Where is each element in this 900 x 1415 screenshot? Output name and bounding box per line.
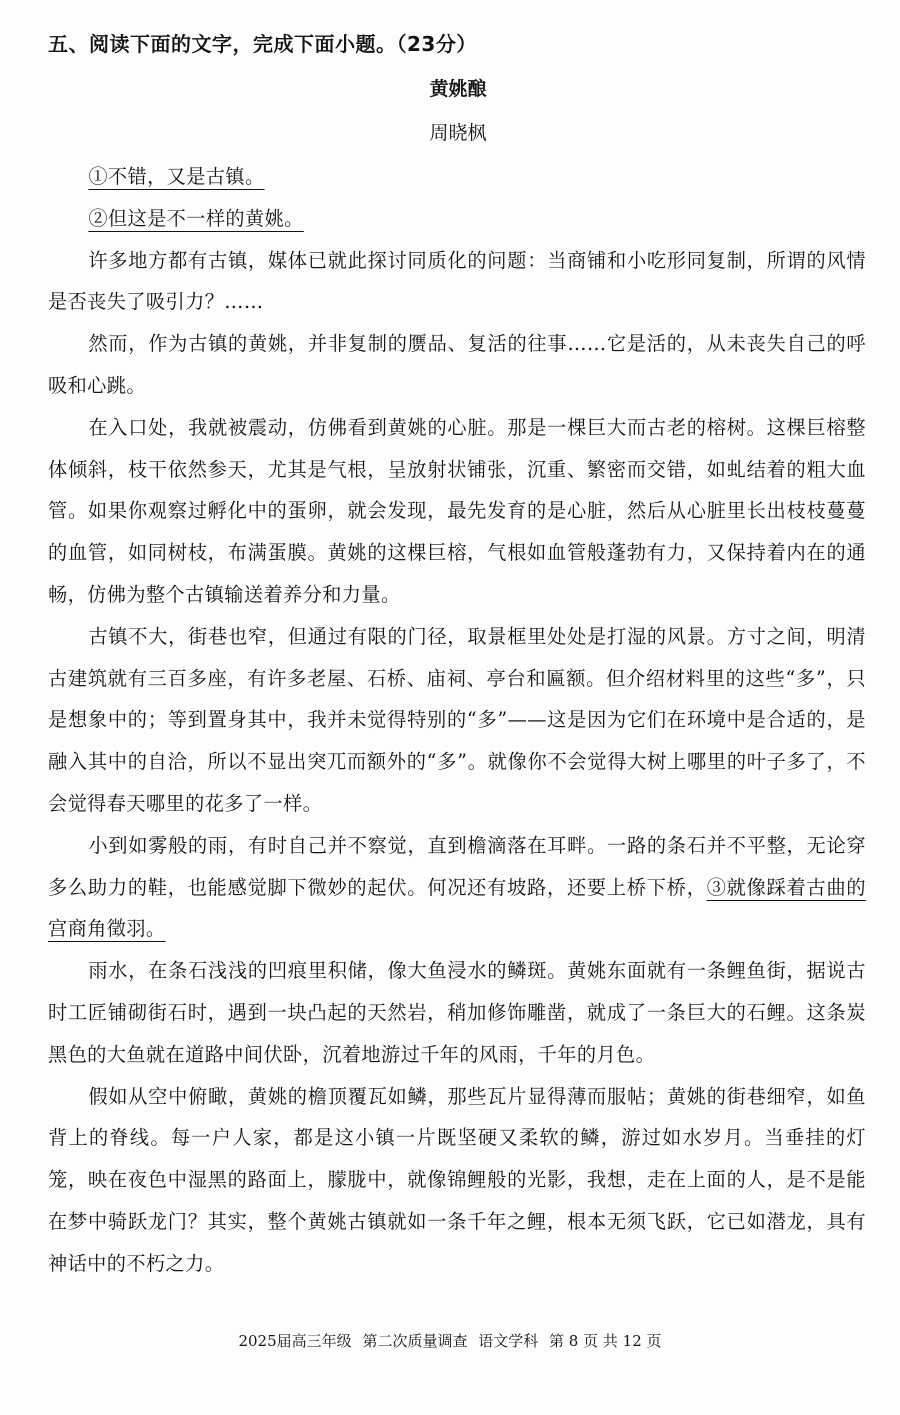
article-body [48, 156, 866, 1285]
footer-exam: 2025届高三年级 [238, 1332, 352, 1350]
section-heading: 五、阅读下面的文字，完成下面小题。（23分） [48, 32, 477, 56]
underlined-sentence-1: ①不错，又是古镇。 [88, 165, 265, 188]
paragraph-4: 然而，作为古镇的黄姚，并非复制的赝品、复活的往事……它是活的，从未丧失自己的呼吸和心跳。 [48, 332, 866, 397]
underlined-sentence-3: ③就像踩着古曲的宫商角徵羽。 [48, 875, 866, 941]
paragraph-1 [48, 156, 866, 198]
underlined-sentence-2: ②但这是不一样的黄姚。 [88, 206, 304, 230]
article-author: 周晓枫 [429, 122, 487, 144]
page-footer [0, 1330, 900, 1351]
paragraph-2 [48, 198, 866, 240]
paragraph-3: 许多地方都有古镇，媒体已就此探讨同质化的问题：当商铺和小吃形同复制，所谓的风情是否丧失了吸引力？…… [48, 248, 866, 314]
footer-session: 第二次质量调查 [362, 1332, 468, 1350]
paragraph-7 [48, 825, 866, 950]
paragraph-8: 雨水，在条石浅浅的凹痕里积储，像大鱼浸水的鳞斑。黄姚东面就有一条鲤鱼街，据说古时工匠铺砌街石时，遇到一块凸起的天然岩，稍加修饰雕凿，就成了一条巨大的石鲤。这条炭黑色的大鱼就在道路中间伏卧，沉着地游过千年的风雨，千年的月色。 [48, 959, 866, 1066]
paragraph-9: 假如从空中俯瞰，黄姚的檐顶覆瓦如鳞，那些瓦片显得薄而服帖；黄姚的街巷细窄，如鱼背上的脊线。每一户人家，都是这小镇一片既坚硬又柔软的鳞，游过如水岁月。当垂挂的灯笼，映在夜色中湿黑的路面上，朦胧中，就像锦鲤般的光影，我想，走在上面的人，是不是能在梦中骑跃龙门？其实，整个黄姚古镇就如一条千年之鲤，根本无须飞跃，它已如潜龙，具有神话中的不朽之力。 [48, 1084, 866, 1275]
article-title: 黄姚酿 [429, 78, 487, 100]
paragraph-5: 在入口处，我就被震动，仿佛看到黄姚的心脏。那是一棵巨大而古老的榕树。这棵巨榕整体倾斜，枝干依然参天，尤其是气根，呈放射状铺张，沉重、繁密而交错，如虬结着的粗大血管。如果你观察过孵化中的蛋卵，就会发现，最先发育的是心脏，然后从心脏里长出枝枝蔓蔓的血管，如同树枝，布满蛋膜。黄姚的这棵巨榕，气根如血管般蓬勃有力，又保持着内在的通畅，仿佛为整个古镇输送着养分和力量。 [48, 415, 866, 606]
paragraph-6: 古镇不大，街巷也窄，但通过有限的门径，取景框里处处是打湿的风景。方寸之间，明清古建筑就有三百多座，有许多老屋、石桥、庙祠、亭台和匾额。但介绍材料里的这些“多”，只是想象中的；等到置身其中，我并未觉得特别的“多”——这是因为它们在环境中是合适的，是融入其中的自洽，所以不显出突兀而额外的“多”。就像你不会觉得大树上哪里的叶子多了，不会觉得春天哪里的花多了一样。 [48, 624, 866, 815]
footer-page-number: 第 8 页 共 12 页 [549, 1332, 662, 1350]
paragraph-7-text: 小到如雾般的雨，有时自己并不察觉，直到檐滴落在耳畔。一路的条石并不平整，无论穿多么助力的鞋，也能感觉脚下微妙的起伏。何况还有坡路，还要上桥下桥， [48, 833, 866, 899]
footer-subject: 语文学科 [478, 1332, 539, 1350]
